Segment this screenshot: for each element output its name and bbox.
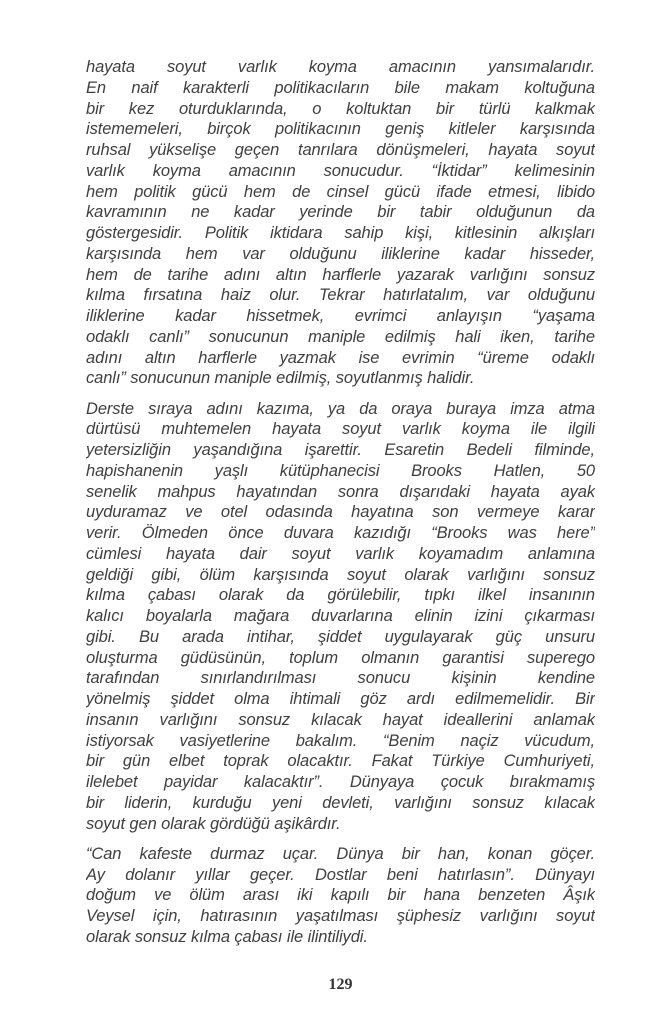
text-line: bir liderin, kurduğu yeni devleti, varlığını sonsuz kılacak <box>86 793 595 812</box>
text-line: adını altın harflerle yazmak ise evrimin “üreme odaklı <box>86 348 595 367</box>
text-line: Veysel için, hatırasının yaşatılması şüphesiz varlığını soyut <box>86 907 595 925</box>
text-line: insanın varlığını sonsuz kılacak hayat ideallerini anlamak <box>86 710 595 729</box>
text-line: Ay dolanır yıllar geçer. Dostlar beni hatırlasın”. Dünyayı <box>86 865 595 884</box>
text-line: hapishanenin yaşlı kütüphanecisi Brooks Hatlen, 50 <box>86 461 595 480</box>
text-line: hayata soyut varlık koyma amacının yansımalarıdır. <box>86 58 595 76</box>
text-line: olarak sonsuz kılma çabası ile ilintiliydi. <box>86 927 368 946</box>
text-line: odaklı canlı” sonucunun maniple edilmiş hali iken, tarihe <box>86 327 595 346</box>
text-line: doğum ve ölüm arası iki kapılı bir hana benzeten Âşık <box>86 886 595 905</box>
text-line: hem de tarihe adını altın harflerle yazarak varlığını sonsuz <box>86 265 595 284</box>
paragraph <box>86 57 595 389</box>
text-line: istiyorsak vasiyetlerine bakalım. “Benim naçiz vücudum, <box>86 731 595 750</box>
text-line: oluşturma güdüsünün, toplum olmanın garantisi superego <box>86 648 595 667</box>
text-line: “Can kafeste durmaz uçar. Dünya bir han, konan göçer. <box>86 844 595 863</box>
text-line: varlık koyma amacının sonucudur. “İktidar” kelimesinin <box>86 161 595 180</box>
text-line: verir. Ölmeden önce duvara kazıdığı “Brooks was here” <box>86 524 595 542</box>
text-line: iliklerine kadar hissetmek, evrimci anlayışın “yaşama <box>86 307 595 325</box>
text-line: ruhsal yükselişe geçen tanrılara dönüşmeleri, hayata soyut <box>86 141 595 159</box>
text-block <box>86 57 595 957</box>
text-line: uyduramaz ve otel odasında hayatına son vermeye karar <box>86 503 595 522</box>
text-line: tarafından sınırlandırılması sonucu kişinin kendine <box>86 669 595 688</box>
text-line: kavramının ne kadar yerinde bir tabir olduğunun da <box>86 203 595 222</box>
text-line: soyut gen olarak gördüğü aşikârdır. <box>86 814 341 833</box>
text-line: istememeleri, birçok politikacının geniş kitleler karşısında <box>86 120 595 139</box>
text-line: Derste sıraya adını kazıma, ya da oraya buraya imza atma <box>86 399 595 418</box>
text-line: cümlesi hayata dair soyut varlık koyamadım anlamına <box>86 544 595 563</box>
text-line: En naif karakterli politikacıların bile makam koltuğuna <box>86 78 595 97</box>
text-line: geldiği gibi, ölüm karşısında soyut olarak varlığını sonsuz <box>86 565 595 584</box>
paragraph <box>86 844 595 948</box>
text-line: kılma fırsatına haiz olur. Tekrar hatırlatalım, var olduğunu <box>86 286 595 305</box>
text-line: canlı” sonucunun maniple edilmiş, soyutlanmış halidir. <box>86 369 475 388</box>
text-line: bir kez oturduklarında, o koltuktan bir türlü kalkmak <box>86 99 595 118</box>
text-line: kılma çabası olarak da görülebilir, tıpkı ilkel insanının <box>86 586 595 605</box>
text-line: yetersizliğin yaşandığına işarettir. Esaretin Bedeli filminde, <box>86 441 595 459</box>
text-line: kalıcı boyalarla mağara duvarlarına elinin izini çıkarması <box>86 607 595 625</box>
text-line: ilelebet payidar kalacaktır”. Dünyaya çocuk bırakmamış <box>86 773 595 791</box>
text-line: senelik mahpus hayatından sonra dışarıdaki hayata ayak <box>86 482 595 501</box>
paragraph <box>86 399 595 835</box>
page-number: 129 <box>328 976 353 993</box>
text-line: göstergesidir. Politik iktidara sahip kişi, kitlesinin alkışları <box>86 224 595 242</box>
text-line: bir gün elbet toprak olacaktır. Fakat Türkiye Cumhuriyeti, <box>86 752 595 771</box>
text-line: hem politik gücü hem de cinsel gücü ifade etmesi, libido <box>86 182 595 201</box>
text-line: yönelmiş şiddet olma ihtimali göz ardı edilmemelidir. Bir <box>86 690 595 708</box>
text-line: gibi. Bu arada intihar, şiddet uygulayarak güç unsuru <box>86 627 595 646</box>
text-line: dürtüsü muhtemelen hayata soyut varlık koyma ile ilgili <box>86 420 595 439</box>
text-line: karşısında hem var olduğunu iliklerine kadar hisseder, <box>86 244 595 263</box>
